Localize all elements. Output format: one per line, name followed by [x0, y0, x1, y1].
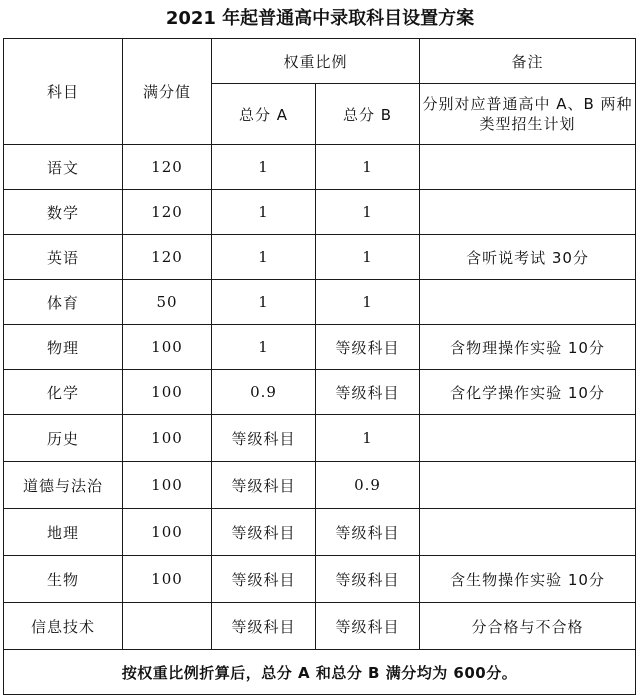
table-row	[4, 415, 636, 462]
cell-subject: 历史	[4, 415, 123, 462]
cell-weight-b: 1	[316, 145, 420, 190]
cell-weight-b: 等级科目	[316, 325, 420, 370]
cell-remark: 含听说考试 30分	[420, 235, 636, 280]
cell-weight-b: 0.9	[316, 462, 420, 509]
cell-subject: 数学	[4, 190, 123, 235]
cell-weight-a: 等级科目	[212, 415, 316, 462]
cell-subject: 体育	[4, 280, 123, 325]
cell-remark	[420, 190, 636, 235]
cell-subject: 生物	[4, 556, 123, 603]
cell-weight-a: 0.9	[212, 370, 316, 415]
header-full-score: 满分值	[123, 39, 212, 145]
page-title: 2021 年起普通高中录取科目设置方案	[165, 8, 475, 29]
header-weight: 权重比例	[212, 39, 420, 84]
cell-full-score: 100	[123, 370, 212, 415]
subject-table	[3, 38, 636, 695]
cell-weight-a: 1	[212, 190, 316, 235]
cell-remark: 含物理操作实验 10分	[420, 325, 636, 370]
cell-weight-b: 等级科目	[316, 370, 420, 415]
cell-full-score: 100	[123, 556, 212, 603]
header-row-1	[4, 39, 636, 84]
cell-full-score: 120	[123, 235, 212, 280]
cell-remark	[420, 145, 636, 190]
cell-remark: 含生物操作实验 10分	[420, 556, 636, 603]
header-subject: 科目	[4, 39, 123, 145]
header-total-b: 总分 B	[316, 84, 420, 145]
cell-weight-a: 1	[212, 235, 316, 280]
cell-full-score: 120	[123, 145, 212, 190]
table-row	[4, 556, 636, 603]
cell-weight-a: 等级科目	[212, 556, 316, 603]
table-row	[4, 370, 636, 415]
table-row	[4, 190, 636, 235]
cell-full-score: 120	[123, 190, 212, 235]
header-remark: 备注	[420, 39, 636, 84]
cell-remark	[420, 280, 636, 325]
cell-remark: 含化学操作实验 10分	[420, 370, 636, 415]
cell-full-score	[123, 603, 212, 650]
cell-remark: 分合格与不合格	[420, 603, 636, 650]
cell-full-score: 100	[123, 415, 212, 462]
cell-subject: 道德与法治	[4, 462, 123, 509]
cell-weight-a: 等级科目	[212, 462, 316, 509]
table-row	[4, 509, 636, 556]
footer-note: 按权重比例折算后，总分 A 和总分 B 满分均为 600分。	[4, 650, 636, 695]
cell-subject: 物理	[4, 325, 123, 370]
cell-remark	[420, 509, 636, 556]
cell-weight-b: 1	[316, 190, 420, 235]
cell-subject: 英语	[4, 235, 123, 280]
cell-remark	[420, 462, 636, 509]
table-row	[4, 462, 636, 509]
cell-subject: 信息技术	[4, 603, 123, 650]
cell-full-score: 100	[123, 462, 212, 509]
table-row	[4, 280, 636, 325]
cell-subject: 地理	[4, 509, 123, 556]
cell-subject: 语文	[4, 145, 123, 190]
cell-weight-b: 1	[316, 415, 420, 462]
cell-weight-b: 等级科目	[316, 603, 420, 650]
cell-weight-b: 1	[316, 235, 420, 280]
cell-full-score: 100	[123, 509, 212, 556]
header-total-a: 总分 A	[212, 84, 316, 145]
cell-weight-a: 等级科目	[212, 509, 316, 556]
table-row	[4, 145, 636, 190]
cell-full-score: 100	[123, 325, 212, 370]
cell-weight-b: 等级科目	[316, 509, 420, 556]
table-row	[4, 325, 636, 370]
cell-remark	[420, 415, 636, 462]
cell-weight-a: 等级科目	[212, 603, 316, 650]
cell-weight-a: 1	[212, 325, 316, 370]
table-row	[4, 235, 636, 280]
cell-weight-a: 1	[212, 280, 316, 325]
cell-full-score: 50	[123, 280, 212, 325]
cell-weight-b: 等级科目	[316, 556, 420, 603]
table-row	[4, 603, 636, 650]
cell-subject: 化学	[4, 370, 123, 415]
header-remark-detail: 分别对应普通高中 A、B 两种类型招生计划	[420, 84, 636, 145]
cell-weight-b: 1	[316, 280, 420, 325]
cell-weight-a: 1	[212, 145, 316, 190]
